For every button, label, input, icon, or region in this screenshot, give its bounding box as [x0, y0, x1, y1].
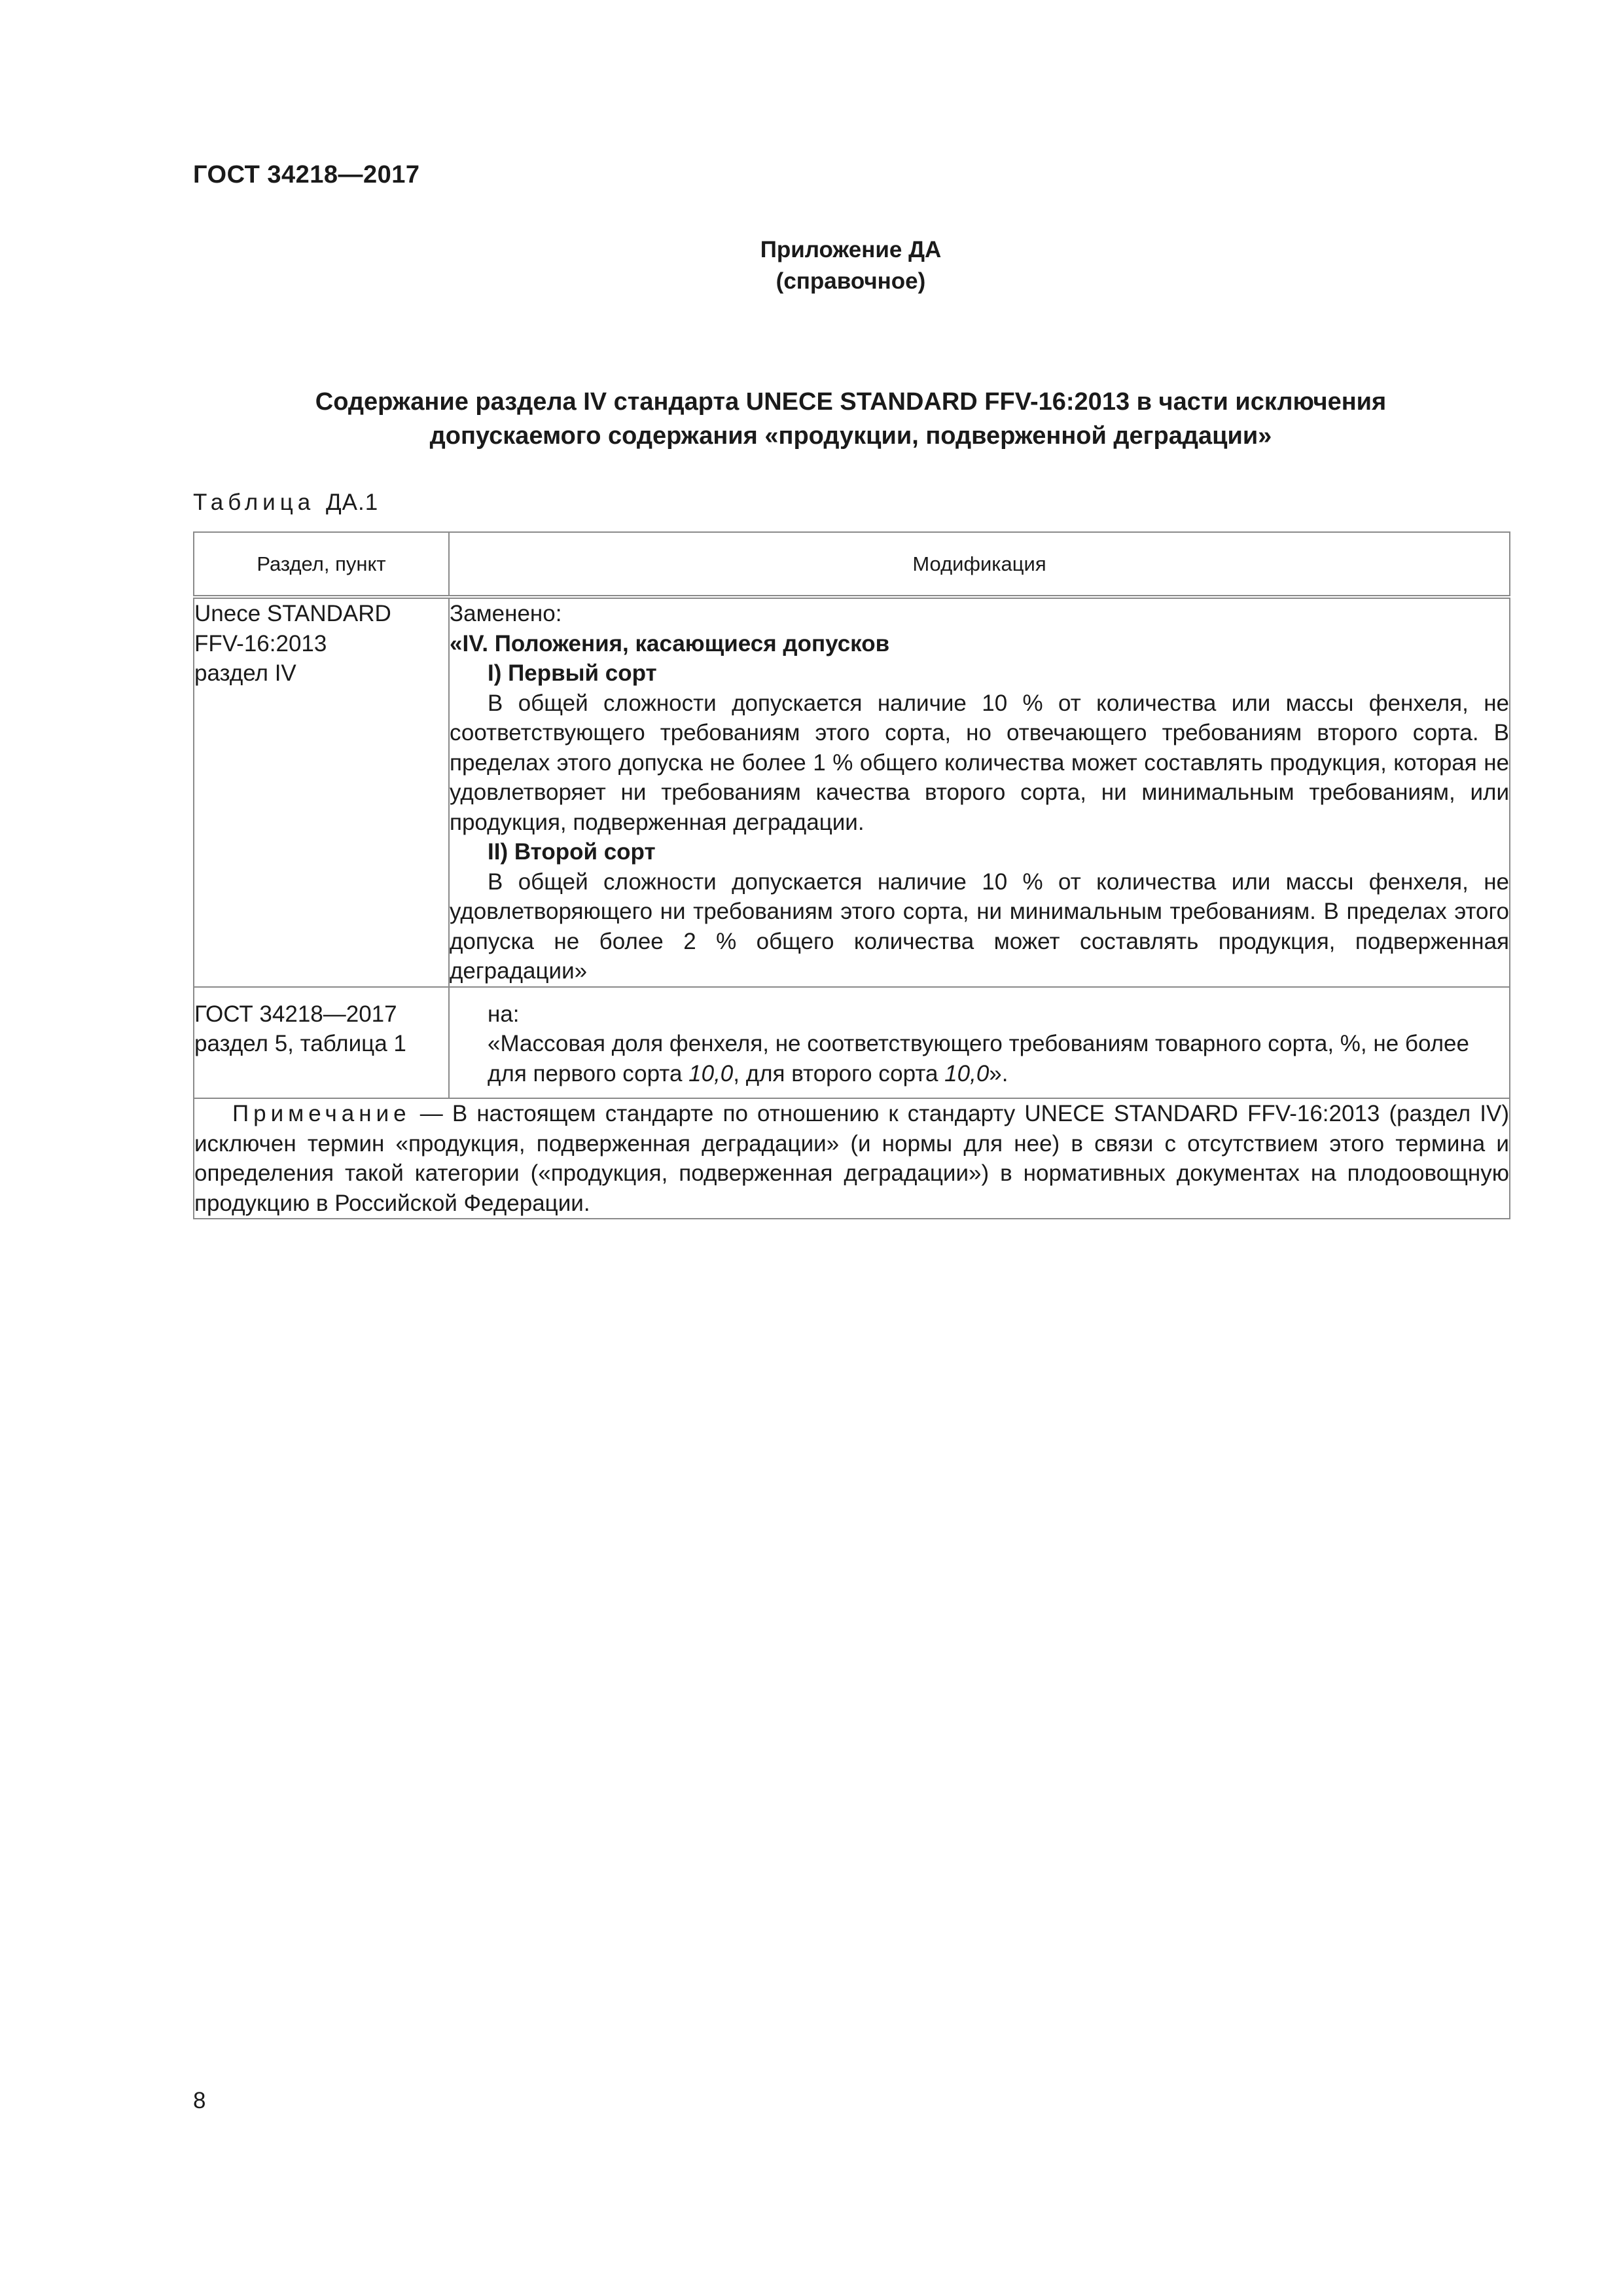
table-note: [194, 1098, 1510, 1219]
appendix-subtitle: (справочное): [776, 268, 926, 294]
first-grade-title: I) Первый сорт: [488, 660, 657, 686]
table-label-word: Таблица: [193, 490, 315, 515]
column-header-section: Раздел, пункт: [194, 532, 449, 597]
row-1-modification: [449, 597, 1510, 987]
row-2-modification: [449, 987, 1510, 1099]
values-middle: , для второго сорта: [733, 1060, 945, 1086]
note-label: Примечание: [232, 1101, 411, 1126]
first-grade-text: В общей сложности допускается наличие 10 % от количества или массы фенхеля, не соответствующего требованиям этого сорта, но отвечающего требованиям второго сорта. В пределах этого допуска не более 1 % общего количества может составлять продукция, которая не удовлетворяет ни требованиям качества второго сорта, ни минимальным требованиям, или продукция, подверженная деградации.: [450, 690, 1509, 835]
first-grade-value: 10,0: [688, 1060, 734, 1086]
appendix-title: Приложение ДА: [760, 237, 942, 262]
section-title-line-1: Содержание раздела IV стандарта UNECE STANDARD FFV-16:2013 в части исключения: [315, 388, 1387, 416]
appendix-heading: [0, 234, 1623, 297]
grade-values: [450, 1059, 1509, 1089]
table-header-row: [194, 532, 1510, 597]
table-label: [193, 490, 378, 516]
table-row: [194, 987, 1510, 1099]
reference-line: раздел IV: [194, 660, 296, 686]
note-text: В настоящем стандарте по отношению к стандарту UNECE STANDARD FFV-16:2013 (раздел IV) исключен термин «продукция, подверженная деградации» (и нормы для нее) в связи с отсутствием этого термина и определения такой категории («продукция, подверженная деградации») в нормативных документах на плодоовощную продукцию в Российской Федерации.: [194, 1101, 1509, 1216]
modification-table: [193, 531, 1510, 1219]
second-grade-value: 10,0: [944, 1060, 990, 1086]
reference-line: FFV-16:2013: [194, 630, 327, 656]
values-prefix: для первого сорта: [488, 1060, 689, 1086]
new-text: «Массовая доля фенхеля, не соответствующего требованиям товарного сорта, %, не более: [488, 1031, 1469, 1056]
note-paragraph: [194, 1099, 1509, 1218]
replaced-intro: Заменено:: [450, 601, 562, 626]
document-code: ГОСТ 34218—2017: [193, 161, 420, 188]
column-header-modification: Модификация: [449, 532, 1510, 597]
page-number: 8: [193, 2088, 206, 2113]
second-grade-title: II) Второй сорт: [488, 839, 656, 865]
reference-line: ГОСТ 34218—2017: [194, 1001, 397, 1027]
values-suffix: ».: [989, 1060, 1008, 1086]
reference-line: раздел 5, таблица 1: [194, 1031, 406, 1056]
table-label-number: ДА.1: [325, 490, 379, 515]
table-note-row: [194, 1098, 1510, 1219]
row-1-reference: [194, 597, 449, 987]
tolerances-heading: «IV. Положения, касающиеся допусков: [450, 630, 890, 656]
table-row: [194, 597, 1510, 987]
section-title-line-2: допускаемого содержания «продукции, подверженной деградации»: [429, 422, 1272, 450]
section-title: [193, 385, 1508, 453]
new-intro: на:: [488, 1001, 520, 1027]
row-2-reference: [194, 987, 449, 1099]
note-dash: —: [410, 1101, 452, 1126]
second-grade-text: В общей сложности допускается наличие 10 % от количества или массы фенхеля, не удовлетворяющего ни требованиям этого сорта, ни минимальным требованиям. В пределах этого допуска не более 2 % общего количества может составлять продукция, подверженная деградации»: [450, 869, 1509, 984]
reference-line: Unece STANDARD: [194, 601, 391, 626]
